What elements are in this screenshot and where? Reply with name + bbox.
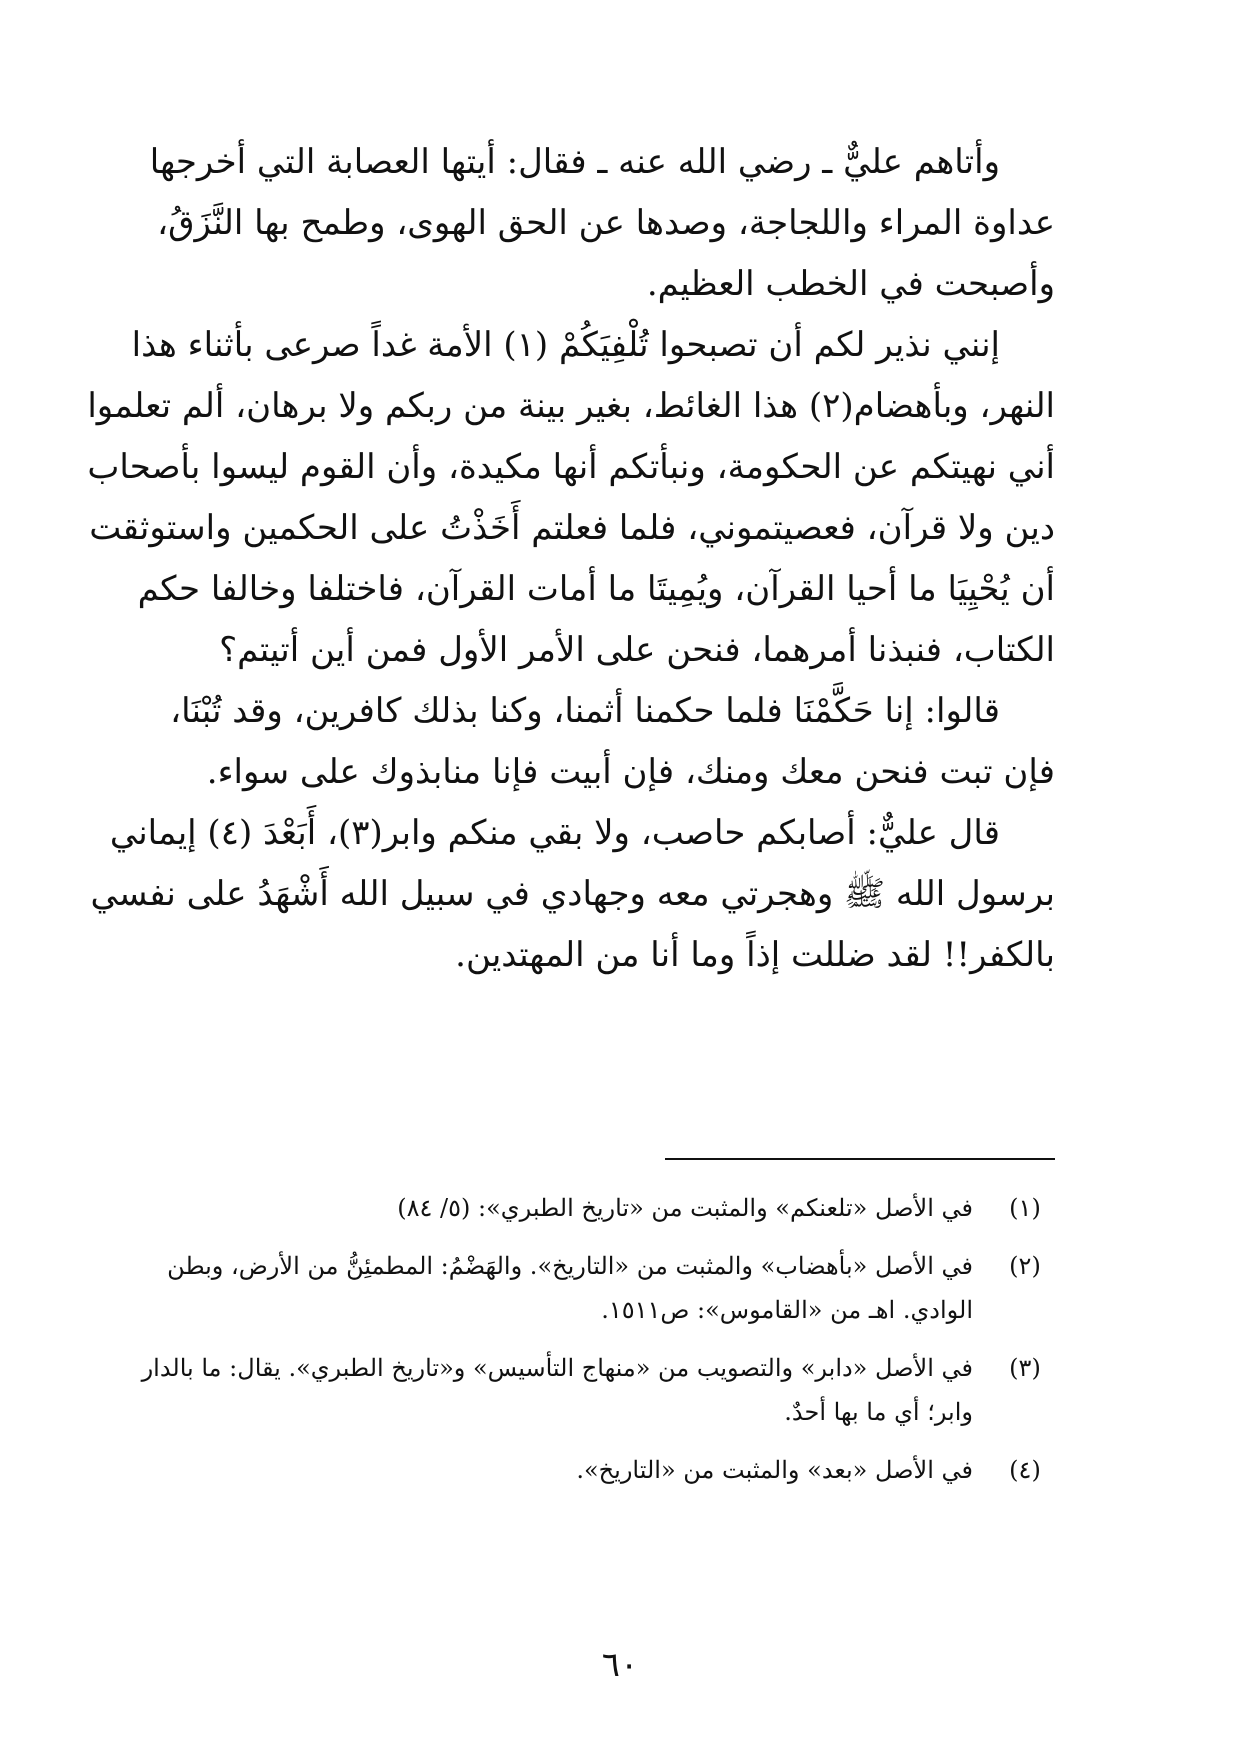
footnote-text: في الأصل «تلعنكم» والمثبت من «تاريخ الطبري»: (٥/ ٨٤): [397, 1194, 973, 1222]
footnote-text: في الأصل «دابر» والتصويب من «منهاج التأسيس» و«تاريخ الطبري». يقال: ما بالدار: [141, 1354, 973, 1382]
text-line: قال عليٌّ: أصابكم حاصب، ولا بقي منكم وابر(٣)، أَبَعْدَ (٤) إيماني: [109, 813, 1000, 853]
text-line: النهر، وبأهضام(٢) هذا الغائط، بغير بينة من ربكم ولا برهان، ألم تعلموا: [87, 386, 1055, 426]
footnote: [195, 1448, 1055, 1492]
text-line: عداوة المراء واللجاجة، وصدها عن الحق الهوى، وطمح بها النَّزَقُ،: [157, 203, 1055, 243]
footnote-text: وابر؛ أي ما بها أحدٌ.: [784, 1398, 973, 1426]
footnote-text: الوادي. اهـ من «القاموس»: ص١٥١١.: [601, 1296, 973, 1324]
text-line: دين ولا قرآن، فعصيتموني، فلما فعلتم أَخَذْتُ على الحكمين واستوثقت: [89, 508, 1055, 548]
page-number: ٦٠: [601, 1645, 639, 1685]
main-text: [87, 132, 1055, 986]
footnote-number: (١): [1009, 1194, 1041, 1222]
text-line: قالوا: إنا حَكَّمْنَا فلما حكمنا أثمنا، وكنا بذلك كافرين، وقد تُبْنَا،: [170, 691, 1000, 731]
text-line: بالكفر!! لقد ضللت إذاً وما أنا من المهتدين.: [455, 935, 1055, 975]
text-line: وأتاهم عليٌّ ـ رضي الله عنه ـ فقال: أيتها العصابة التي أخرجها: [149, 142, 1000, 182]
footnote-divider: [665, 1158, 1055, 1160]
footnote-number: (٢): [1009, 1252, 1041, 1280]
text-line: فإن تبت فنحن معك ومنك، فإن أبيت فإنا منابذوك على سواء.: [206, 752, 1055, 792]
footnote-text: في الأصل «بعد» والمثبت من «التاريخ».: [576, 1456, 973, 1484]
text-line: أن يُحْيِيَا ما أحيا القرآن، ويُمِيتَا ما أمات القرآن، فاختلفا وخالفا حكم: [137, 569, 1055, 609]
footnote: [195, 1186, 1055, 1230]
text-line: وأصبحت في الخطب العظيم.: [646, 264, 1055, 304]
text-line: إنني نذير لكم أن تصبحوا تُلْفِيَكُمْ (١) الأمة غداً صرعى بأثناء هذا: [131, 325, 1000, 365]
footnote-number: (٣): [1009, 1354, 1041, 1382]
footnotes: [141, 1186, 1055, 1506]
text-line: أني نهيتكم عن الحكومة، ونبأتكم أنها مكيدة، وأن القوم ليسوا بأصحاب: [87, 447, 1055, 487]
footnote: [141, 1346, 1055, 1434]
text-line: الكتاب، فنبذنا أمرهما، فنحن على الأمر الأول فمن أين أتيتم؟: [219, 630, 1055, 670]
footnote-number: (٤): [1009, 1456, 1041, 1484]
footnote-text: في الأصل «بأهضاب» والمثبت من «التاريخ». والهَضْمُ: المطمئِنُّ من الأرض، وبطن: [167, 1252, 973, 1280]
text-line: برسول الله ﷺ وهجرتي معه وجهادي في سبيل الله أَشْهَدُ على نفسي: [90, 874, 1055, 914]
footnote: [167, 1244, 1055, 1332]
